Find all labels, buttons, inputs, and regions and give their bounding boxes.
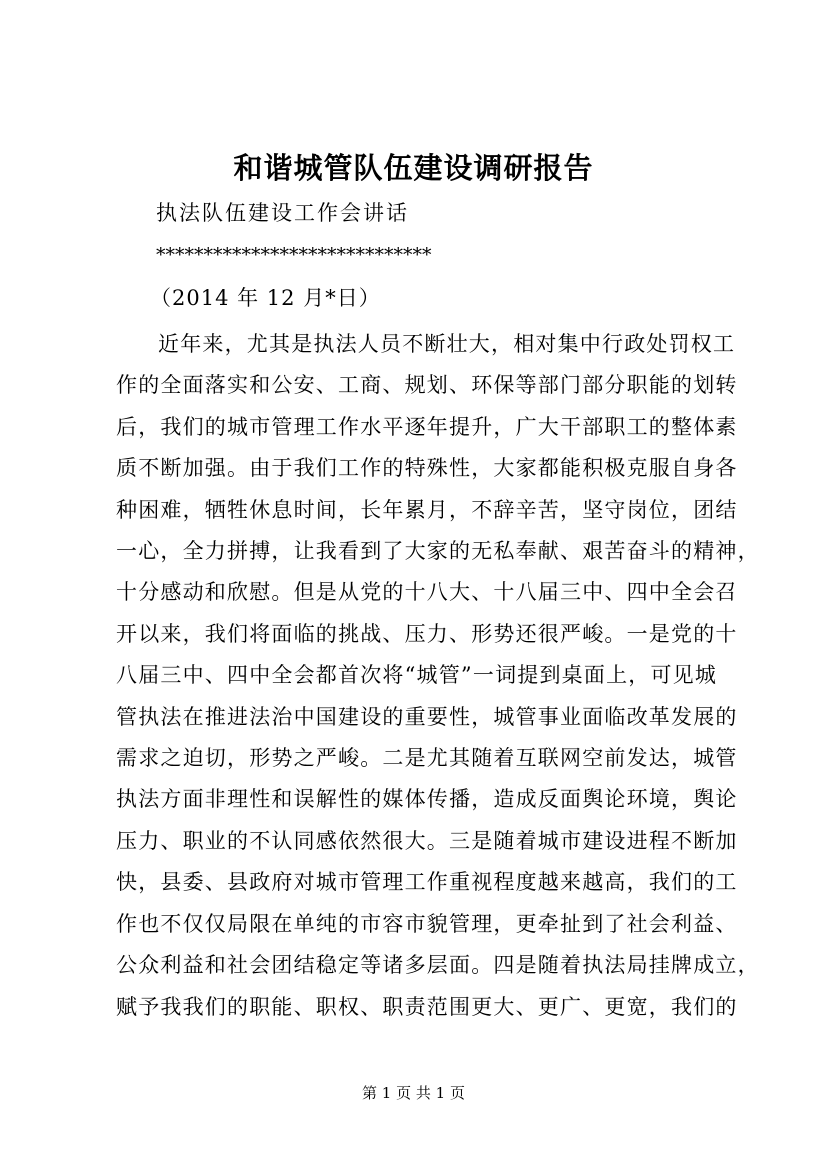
body-line: 质不断加强。由于我们工作的特殊性，大家都能积极克服自身各	[116, 456, 738, 481]
separator-stars: *****************************	[156, 244, 432, 266]
body-line: 执法方面非理性和误解性的媒体传播，造成反面舆论环境，舆论	[116, 787, 738, 812]
body-line: 管执法在推进法治中国建设的重要性，城管事业面临改革发展的	[116, 704, 738, 729]
body-line: 开以来，我们将面临的挑战、压力、形势还很严峻。一是党的十	[116, 621, 738, 646]
body-line: 近年来，尤其是执法人员不断壮大，相对集中行政处罚权工	[158, 332, 736, 356]
page-footer: 第 1 页 共 1 页	[362, 1084, 465, 1102]
body-line: 种困难，牺牲休息时间，长年累月，不辞辛苦，坚守岗位，团结	[116, 497, 738, 522]
body-line: 赋予我我们的职能、职权、职责范围更大、更广、更宽，我们的	[116, 994, 738, 1019]
document-title: 和谐城管队伍建设调研报告	[233, 151, 594, 185]
body-line: 作的全面落实和公安、工商、规划、环保等部门部分职能的划转	[116, 373, 738, 398]
document-date: （2014 年 12 月*日）	[150, 286, 381, 310]
body-paragraph	[116, 324, 760, 1028]
body-line: 作也不仅仅局限在单纯的市容市貌管理，更牵扯到了社会利益、	[116, 911, 738, 936]
body-line: 压力、职业的不认同感依然很大。三是随着城市建设进程不断加	[116, 828, 738, 853]
body-line: 八届三中、四中全会都首次将“城管”一词提到桌面上，可见城	[116, 663, 718, 688]
document-subtitle: 执法队伍建设工作会讲话	[156, 201, 409, 225]
body-line: 快，县委、县政府对城市管理工作重视程度越来越高，我们的工	[116, 870, 738, 895]
body-line: 十分感动和欣慰。但是从党的十八大、十八届三中、四中全会召	[116, 580, 738, 605]
body-line: 需求之迫切，形势之严峻。二是尤其随着互联网空前发达，城管	[116, 746, 738, 771]
body-line: 公众利益和社会团结稳定等诸多层面。四是随着执法局挂牌成立，	[116, 953, 760, 978]
body-line: 后，我们的城市管理工作水平逐年提升，广大干部职工的整体素	[116, 414, 738, 439]
body-line: 一心，全力拼搏，让我看到了大家的无私奉献、艰苦奋斗的精神，	[116, 539, 760, 564]
